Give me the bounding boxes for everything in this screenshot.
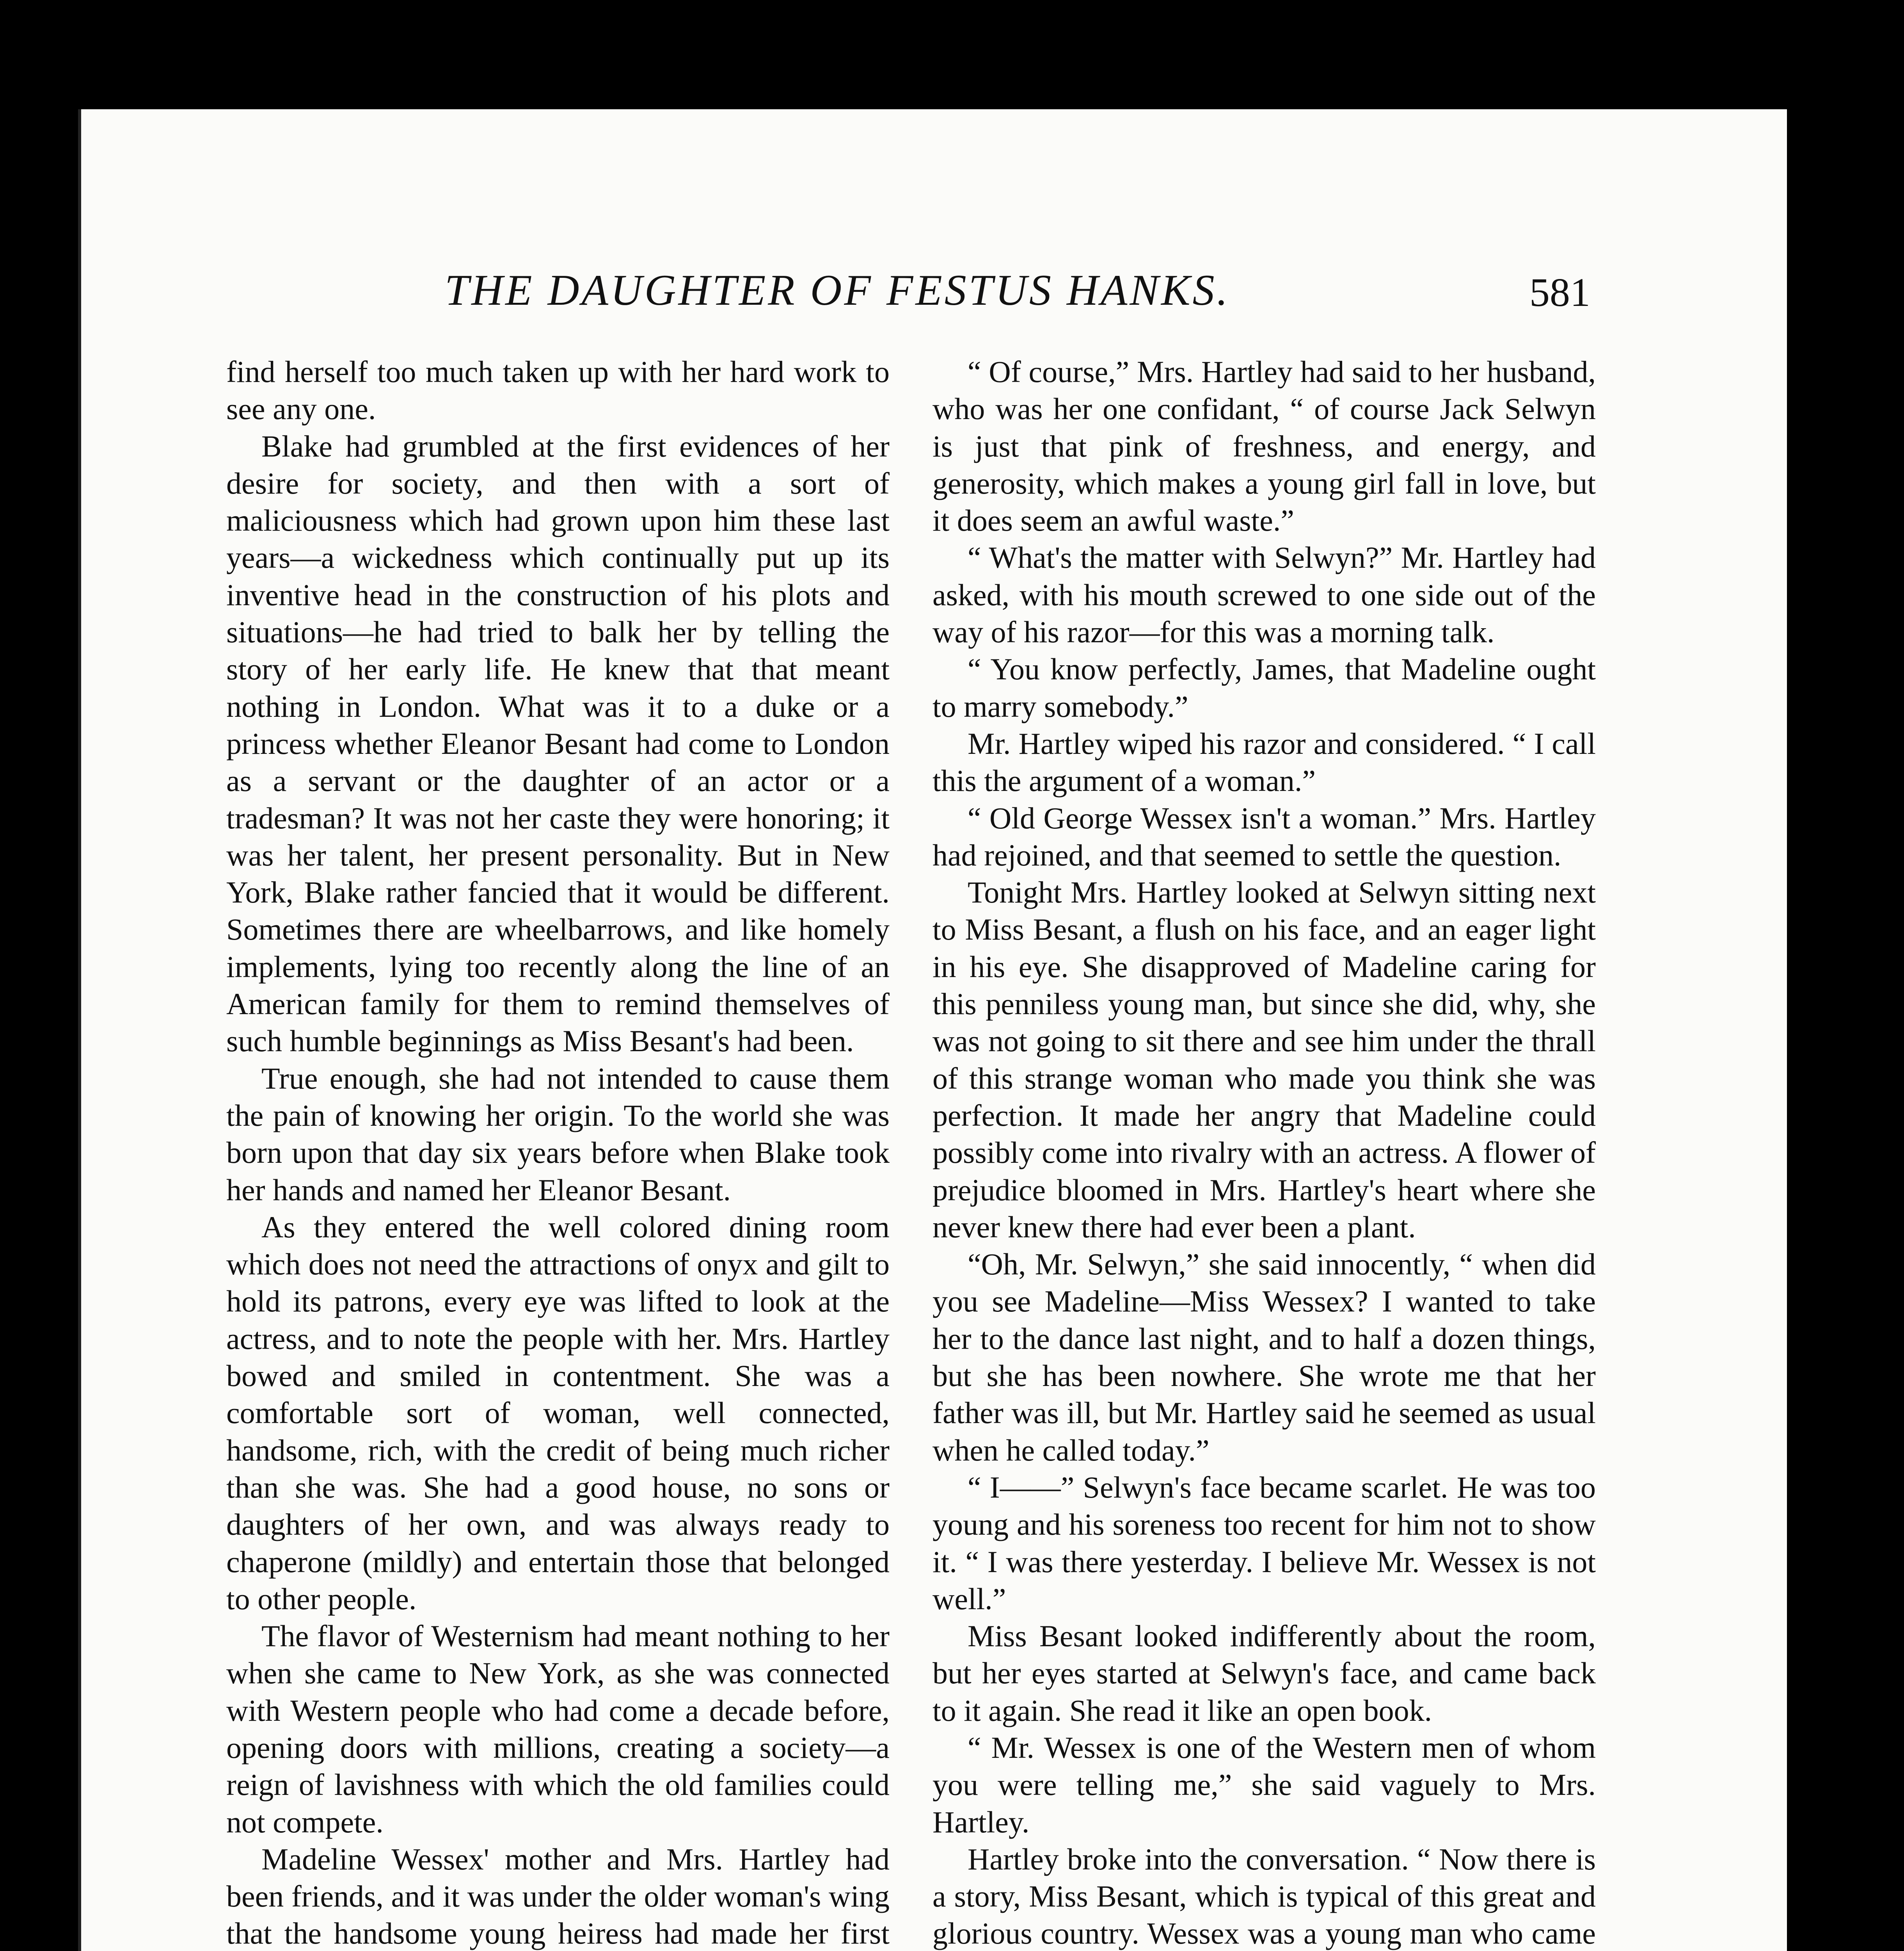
paragraph: The flavor of Westernism had meant nothing to her when she came to New York, as she was connected with Western people who had come a decade before, opening doors with millions, creating a society—a reign of lavishness with which the old families could not compete. (226, 1619, 890, 1839)
left-column (226, 353, 890, 1951)
paragraph: True enough, she had not intended to cause them the pain of knowing her origin. To the world she was born upon that day six years before when Blake took her hands and named her Eleanor Besant. (226, 1061, 890, 1207)
paragraph: Mr. Hartley wiped his razor and considered. “ I call this the argument of a woman.” (932, 726, 1596, 798)
paragraph: “ Of course,” Mrs. Hartley had said to her husband, who was her one confidant, “ of course Jack Selwyn is just that pink of freshness, and energy, and generosity, which makes a young girl fall in love, but it does seem an awful waste.” (932, 355, 1596, 538)
right-column (932, 353, 1596, 1951)
paragraph: Miss Besant looked indifferently about the room, but her eyes started at Selwyn's face, and came back to it again. She read it like an open book. (932, 1619, 1596, 1727)
page-number: 581 (1529, 270, 1590, 315)
paragraph: Tonight Mrs. Hartley looked at Selwyn sitting next to Miss Besant, a flush on his face, and an eager light in his eye. She disapproved of Madeline caring for this penniless young man, but since she did, why, she was not going to sit there and see him under the thrall of this strange woman who made you think she was perfection. It made her angry that Madeline could possibly come into rivalry with an actress. A flower of prejudice bloomed in Mrs. Hartley's heart where she never knew there had ever been a plant. (932, 875, 1596, 1244)
paragraph: As they entered the well colored dining room which does not need the attractions of onyx and gilt to hold its patrons, every eye was lifted to look at the actress, and to note the people with her. Mrs. Hartley bowed and smiled in contentment. She was a comfortable sort of woman, well connected, handsome, rich, with the credit of being much richer than she was. She had a good house, no sons or daughters of her own, and was always ready to chaperone (mildly) and entertain those that belonged to other people. (226, 1210, 890, 1616)
paragraph: Hartley broke into the conversation. “ Now there is a story, Miss Besant, which is typical of this great and glorious country. Wessex was a young man who came (932, 1842, 1596, 1951)
running-title: THE DAUGHTER OF FESTUS HANKS. (445, 266, 1230, 315)
paragraph: “ I——” Selwyn's face became scarlet. He was too young and his soreness too recent for him not to show it. “ I was there yesterday. I believe Mr. Wessex is not well.” (932, 1470, 1596, 1616)
paragraph: “ Mr. Wessex is one of the Western men of whom you were telling me,” she said vaguely to Mrs. Hartley. (932, 1730, 1596, 1839)
paragraph: Madeline Wessex' mother and Mrs. Hartley had been friends, and it was under the older woman's wing that the handsome young heiress had made her first (226, 1842, 890, 1951)
paragraph: “ What's the matter with Selwyn?” Mr. Hartley had asked, with his mouth screwed to one side out of the way of his razor—for this was a morning talk. (932, 540, 1596, 649)
paragraph: “ Old George Wessex isn't a woman.” Mrs. Hartley had rejoined, and that seemed to settle the question. (932, 801, 1596, 872)
scan-right-border (1787, 0, 1904, 1951)
scan-left-border (0, 0, 78, 1951)
paragraph: find herself too much taken up with her hard work to see any one. (226, 355, 890, 426)
paragraph: Blake had grumbled at the first evidences of her desire for society, and then with a sort of maliciousness which had grown upon him these last years—a wickedness which continually put up its inventive head in the construction of his plots and situations—he had tried to balk her by telling the story of her early life. He knew that that meant nothing in London. What was it to a duke or a princess whether Eleanor Besant had come to London as a servant or the daughter of an actor or a tradesman? It was not her caste they were honoring; it was her talent, her present personality. But in New York, Blake rather fancied that it would be different. Sometimes there are wheelbarrows, and like homely implements, lying too recently along the line of an American family for them to remind themselves of such humble beginnings as Miss Besant's had been. (226, 429, 890, 1058)
paragraph: “ You know perfectly, James, that Madeline ought to marry somebody.” (932, 652, 1596, 723)
page-spine-shadow (78, 109, 81, 1951)
paragraph: “Oh, Mr. Selwyn,” she said innocently, “ when did you see Madeline—Miss Wessex? I wanted to take her to the dance last night, and to half a dozen things, but she has been nowhere. She wrote me that her father was ill, but Mr. Hartley said he seemed as usual when he called today.” (932, 1247, 1596, 1467)
